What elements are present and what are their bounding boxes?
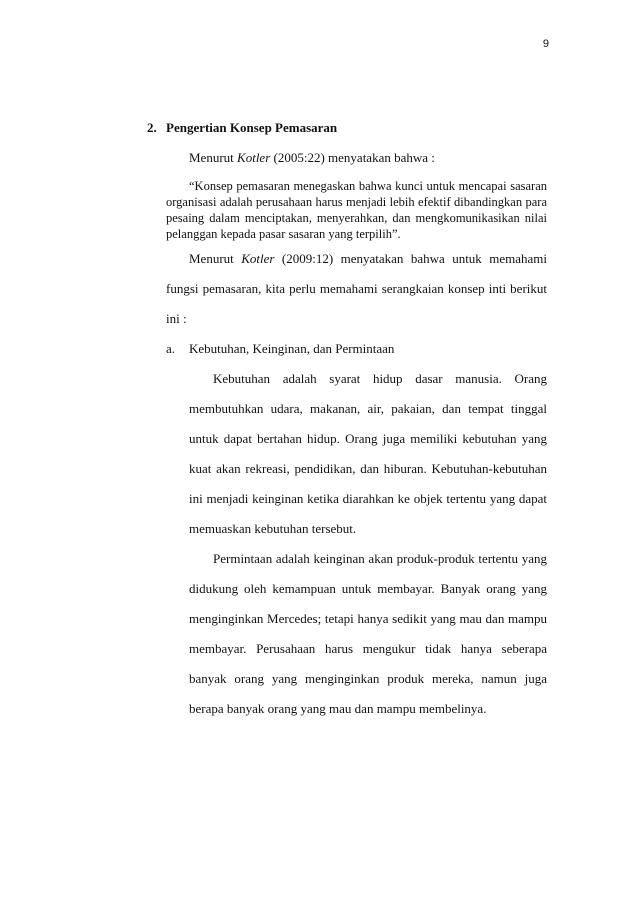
paragraph-line: memuaskan kebutuhan tersebut. <box>189 521 357 536</box>
list-item-title: Kebutuhan, Keinginan, dan Permintaan <box>189 341 395 356</box>
block-quote <box>166 178 547 242</box>
intro-kotler-2009-line1 <box>189 251 547 267</box>
paragraph-line: berapa banyak orang yang mau dan mampu membelinya. <box>189 701 487 716</box>
paragraph-line: banyak orang yang menginginkan produk mereka, namun juga <box>189 671 547 686</box>
paragraph-line: didukung oleh kemampuan untuk membayar. Banyak orang yang <box>189 581 547 596</box>
paragraph-line: membayar. Perusahaan harus mengukur tidak hanya seberapa <box>189 641 547 656</box>
paragraph-line: Kebutuhan adalah syarat hidup dasar manusia. Orang <box>213 371 547 386</box>
quote-line: organisasi adalah perusahaan harus menjadi lebih efektif dibandingkan para <box>166 195 547 209</box>
paragraph-line: kuat akan rekreasi, pendidikan, dan hiburan. Kebutuhan-kebutuhan <box>189 461 547 476</box>
intro2-line1-rest: (2009:12) menyatakan bahwa untuk memahami <box>274 251 547 266</box>
section-number: 2. <box>147 120 157 135</box>
intro1-author: Kotler <box>237 150 271 165</box>
section-title: Pengertian Konsep Pemasaran <box>166 120 338 135</box>
quote-line: pesaing dalam menciptakan, menyerahkan, dan mengkomunikasikan nilai <box>166 211 547 225</box>
list-item-a <box>166 341 394 357</box>
intro2-prefix: Menurut <box>189 251 242 266</box>
paragraph-line: ini menjadi keinginan ketika diarahkan ke objek tertentu yang dapat <box>189 491 547 506</box>
quote-line: “Konsep pemasaran menegaskan bahwa kunci untuk mencapai sasaran <box>189 179 547 193</box>
paragraph-line: menginginkan Mercedes; tetapi hanya sedikit yang mau dan mampu <box>189 611 547 626</box>
intro-kotler-2009-line2: fungsi pemasaran, kita perlu memahami serangkaian konsep inti berikut <box>166 281 547 296</box>
paragraph-line: Permintaan adalah keinginan akan produk-produk tertentu yang <box>213 551 547 566</box>
intro1-suffix: (2005:22) menyatakan bahwa : <box>270 150 435 165</box>
page-number: 9 <box>542 38 549 50</box>
intro2-author: Kotler <box>241 251 275 266</box>
list-marker: a. <box>166 341 176 356</box>
intro1-prefix: Menurut <box>189 150 238 165</box>
paragraph-line: membutuhkan udara, makanan, air, pakaian, dan tempat tinggal <box>189 401 547 416</box>
section-heading <box>147 120 337 136</box>
paragraph-line: untuk dapat bertahan hidup. Orang juga memiliki kebutuhan yang <box>189 431 547 446</box>
intro-kotler-2005 <box>189 150 435 166</box>
intro-kotler-2009-line3: ini : <box>166 311 187 326</box>
quote-line: pelanggan kepada pasar sasaran yang terpilih”. <box>166 227 401 241</box>
